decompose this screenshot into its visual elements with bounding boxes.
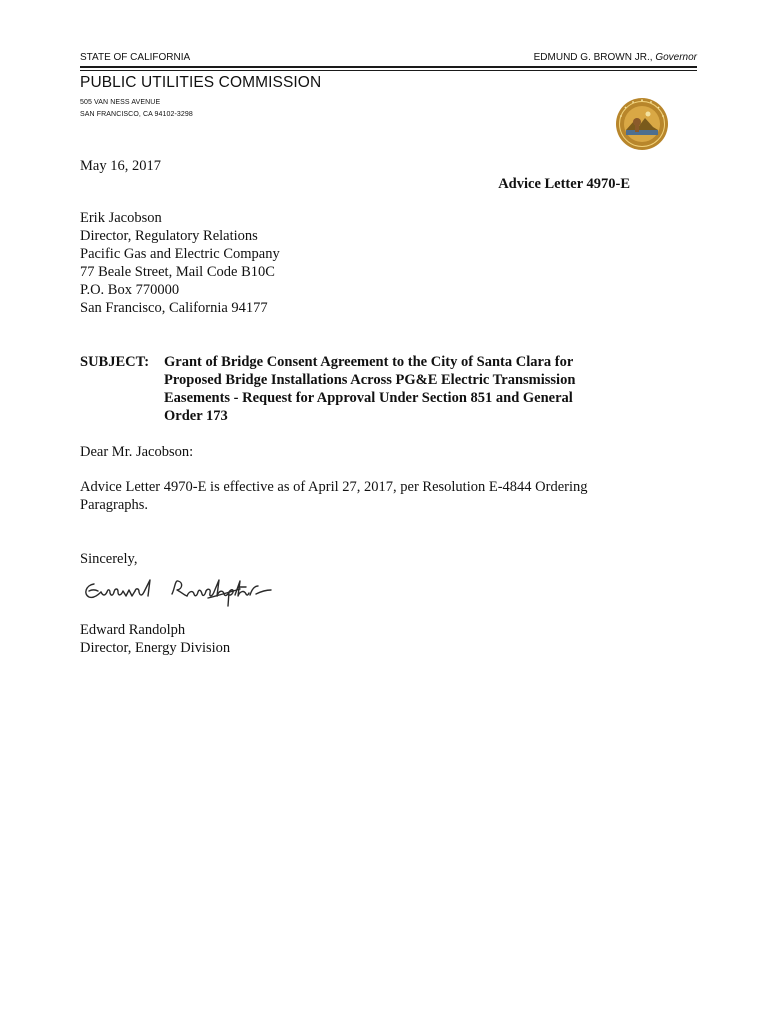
body-paragraph: [80, 478, 640, 514]
governor-title: Governor: [655, 52, 697, 63]
subject-line: Order 173: [164, 408, 228, 424]
recipient-name: Erik Jacobson: [80, 210, 162, 226]
body-line: Advice Letter 4970-E is effective as of April 27, 2017, per Resolution E-4844 Ordering: [80, 479, 588, 495]
letterhead-divider: [80, 66, 697, 71]
advice-letter-reference: Advice Letter 4970-E: [498, 176, 630, 192]
agency-address-line-2: SAN FRANCISCO, CA 94102-3298: [80, 111, 193, 118]
recipient-po-box: P.O. Box 770000: [80, 282, 180, 298]
subject-label: SUBJECT:: [80, 354, 150, 370]
agency-address-line-1: 505 VAN NESS AVENUE: [80, 99, 161, 106]
recipient-title: Director, Regulatory Relations: [80, 228, 258, 244]
recipient-city: San Francisco, California 94177: [80, 300, 268, 316]
governor-label: [534, 52, 697, 63]
recipient-street: 77 Beale Street, Mail Code B10C: [80, 264, 275, 280]
subject-line: Proposed Bridge Installations Across PG&E Electric Transmission: [164, 372, 576, 388]
subject-line: Easements - Request for Approval Under Section 851 and General: [164, 390, 573, 406]
recipient-company: Pacific Gas and Electric Company: [80, 246, 280, 262]
signer-title: Director, Energy Division: [80, 640, 231, 656]
agency-name: PUBLIC UTILITIES COMMISSION: [80, 74, 322, 91]
letterhead-top-line: [80, 52, 697, 66]
subject-text: [164, 353, 634, 425]
state-label: STATE OF CALIFORNIA: [80, 52, 191, 63]
signer-name: Edward Randolph: [80, 622, 186, 638]
signature-image: [80, 576, 276, 610]
governor-name: EDMUND G. BROWN JR.,: [533, 52, 653, 63]
recipient-address-block: [80, 209, 280, 317]
subject-line: Grant of Bridge Consent Agreement to the City of Santa Clara for: [164, 354, 574, 370]
letter-date: May 16, 2017: [80, 158, 161, 174]
body-line: Paragraphs.: [80, 497, 149, 513]
closing: Sincerely,: [80, 551, 138, 567]
state-seal-icon: [615, 97, 669, 151]
salutation: Dear Mr. Jacobson:: [80, 444, 194, 460]
